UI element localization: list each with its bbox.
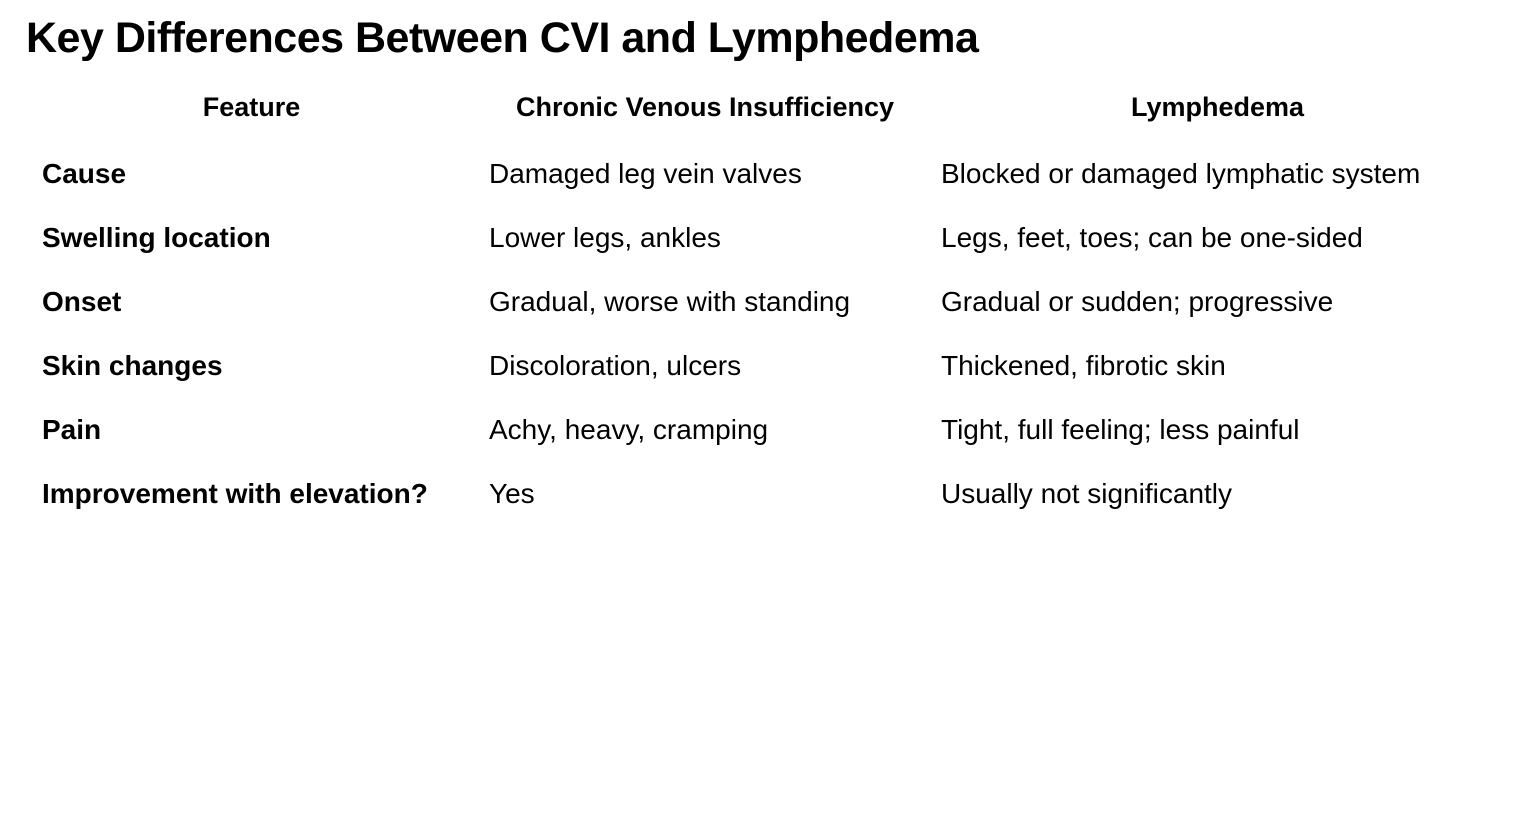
cell-cvi: Yes — [489, 477, 535, 509]
comparison-table — [24, 89, 1504, 539]
cell-cvi: Discoloration, ulcers — [489, 349, 742, 381]
table-row — [24, 348, 1504, 412]
row-label: Improvement with elevation? — [42, 477, 428, 509]
table-row — [24, 156, 1504, 220]
column-header-cvi: Chronic Venous Insufficiency — [515, 92, 895, 123]
cell-lymphedema: Tight, full feeling; less painful — [941, 413, 1300, 445]
table-row — [24, 220, 1504, 284]
row-label: Swelling location — [42, 221, 271, 253]
cell-lymphedema: Legs, feet, toes; can be one-sided — [941, 221, 1363, 253]
row-label: Skin changes — [42, 349, 223, 381]
table-row — [24, 476, 1504, 540]
cell-lymphedema: Usually not significantly — [941, 477, 1233, 509]
table-row — [24, 284, 1504, 348]
table-body — [24, 156, 1504, 540]
column-header-feature: Feature — [202, 92, 301, 123]
row-label: Onset — [42, 285, 122, 317]
row-label: Cause — [42, 157, 127, 189]
page-title: Key Differences Between CVI and Lymphedema — [26, 14, 979, 62]
cell-cvi: Gradual, worse with standing — [489, 285, 851, 317]
cell-cvi: Achy, heavy, cramping — [489, 413, 769, 445]
cell-cvi: Lower legs, ankles — [489, 221, 721, 253]
row-label: Pain — [42, 413, 102, 445]
cell-lymphedema: Gradual or sudden; progressive — [941, 285, 1334, 317]
table-head — [24, 89, 1504, 155]
column-header-lymphedema: Lymphedema — [1130, 92, 1305, 123]
table-row — [24, 412, 1504, 476]
cell-cvi: Damaged leg vein valves — [489, 157, 802, 189]
cell-lymphedema: Blocked or damaged lymphatic system — [941, 157, 1421, 189]
table-header-row — [24, 89, 1504, 155]
cell-lymphedema: Thickened, fibrotic skin — [941, 349, 1226, 381]
